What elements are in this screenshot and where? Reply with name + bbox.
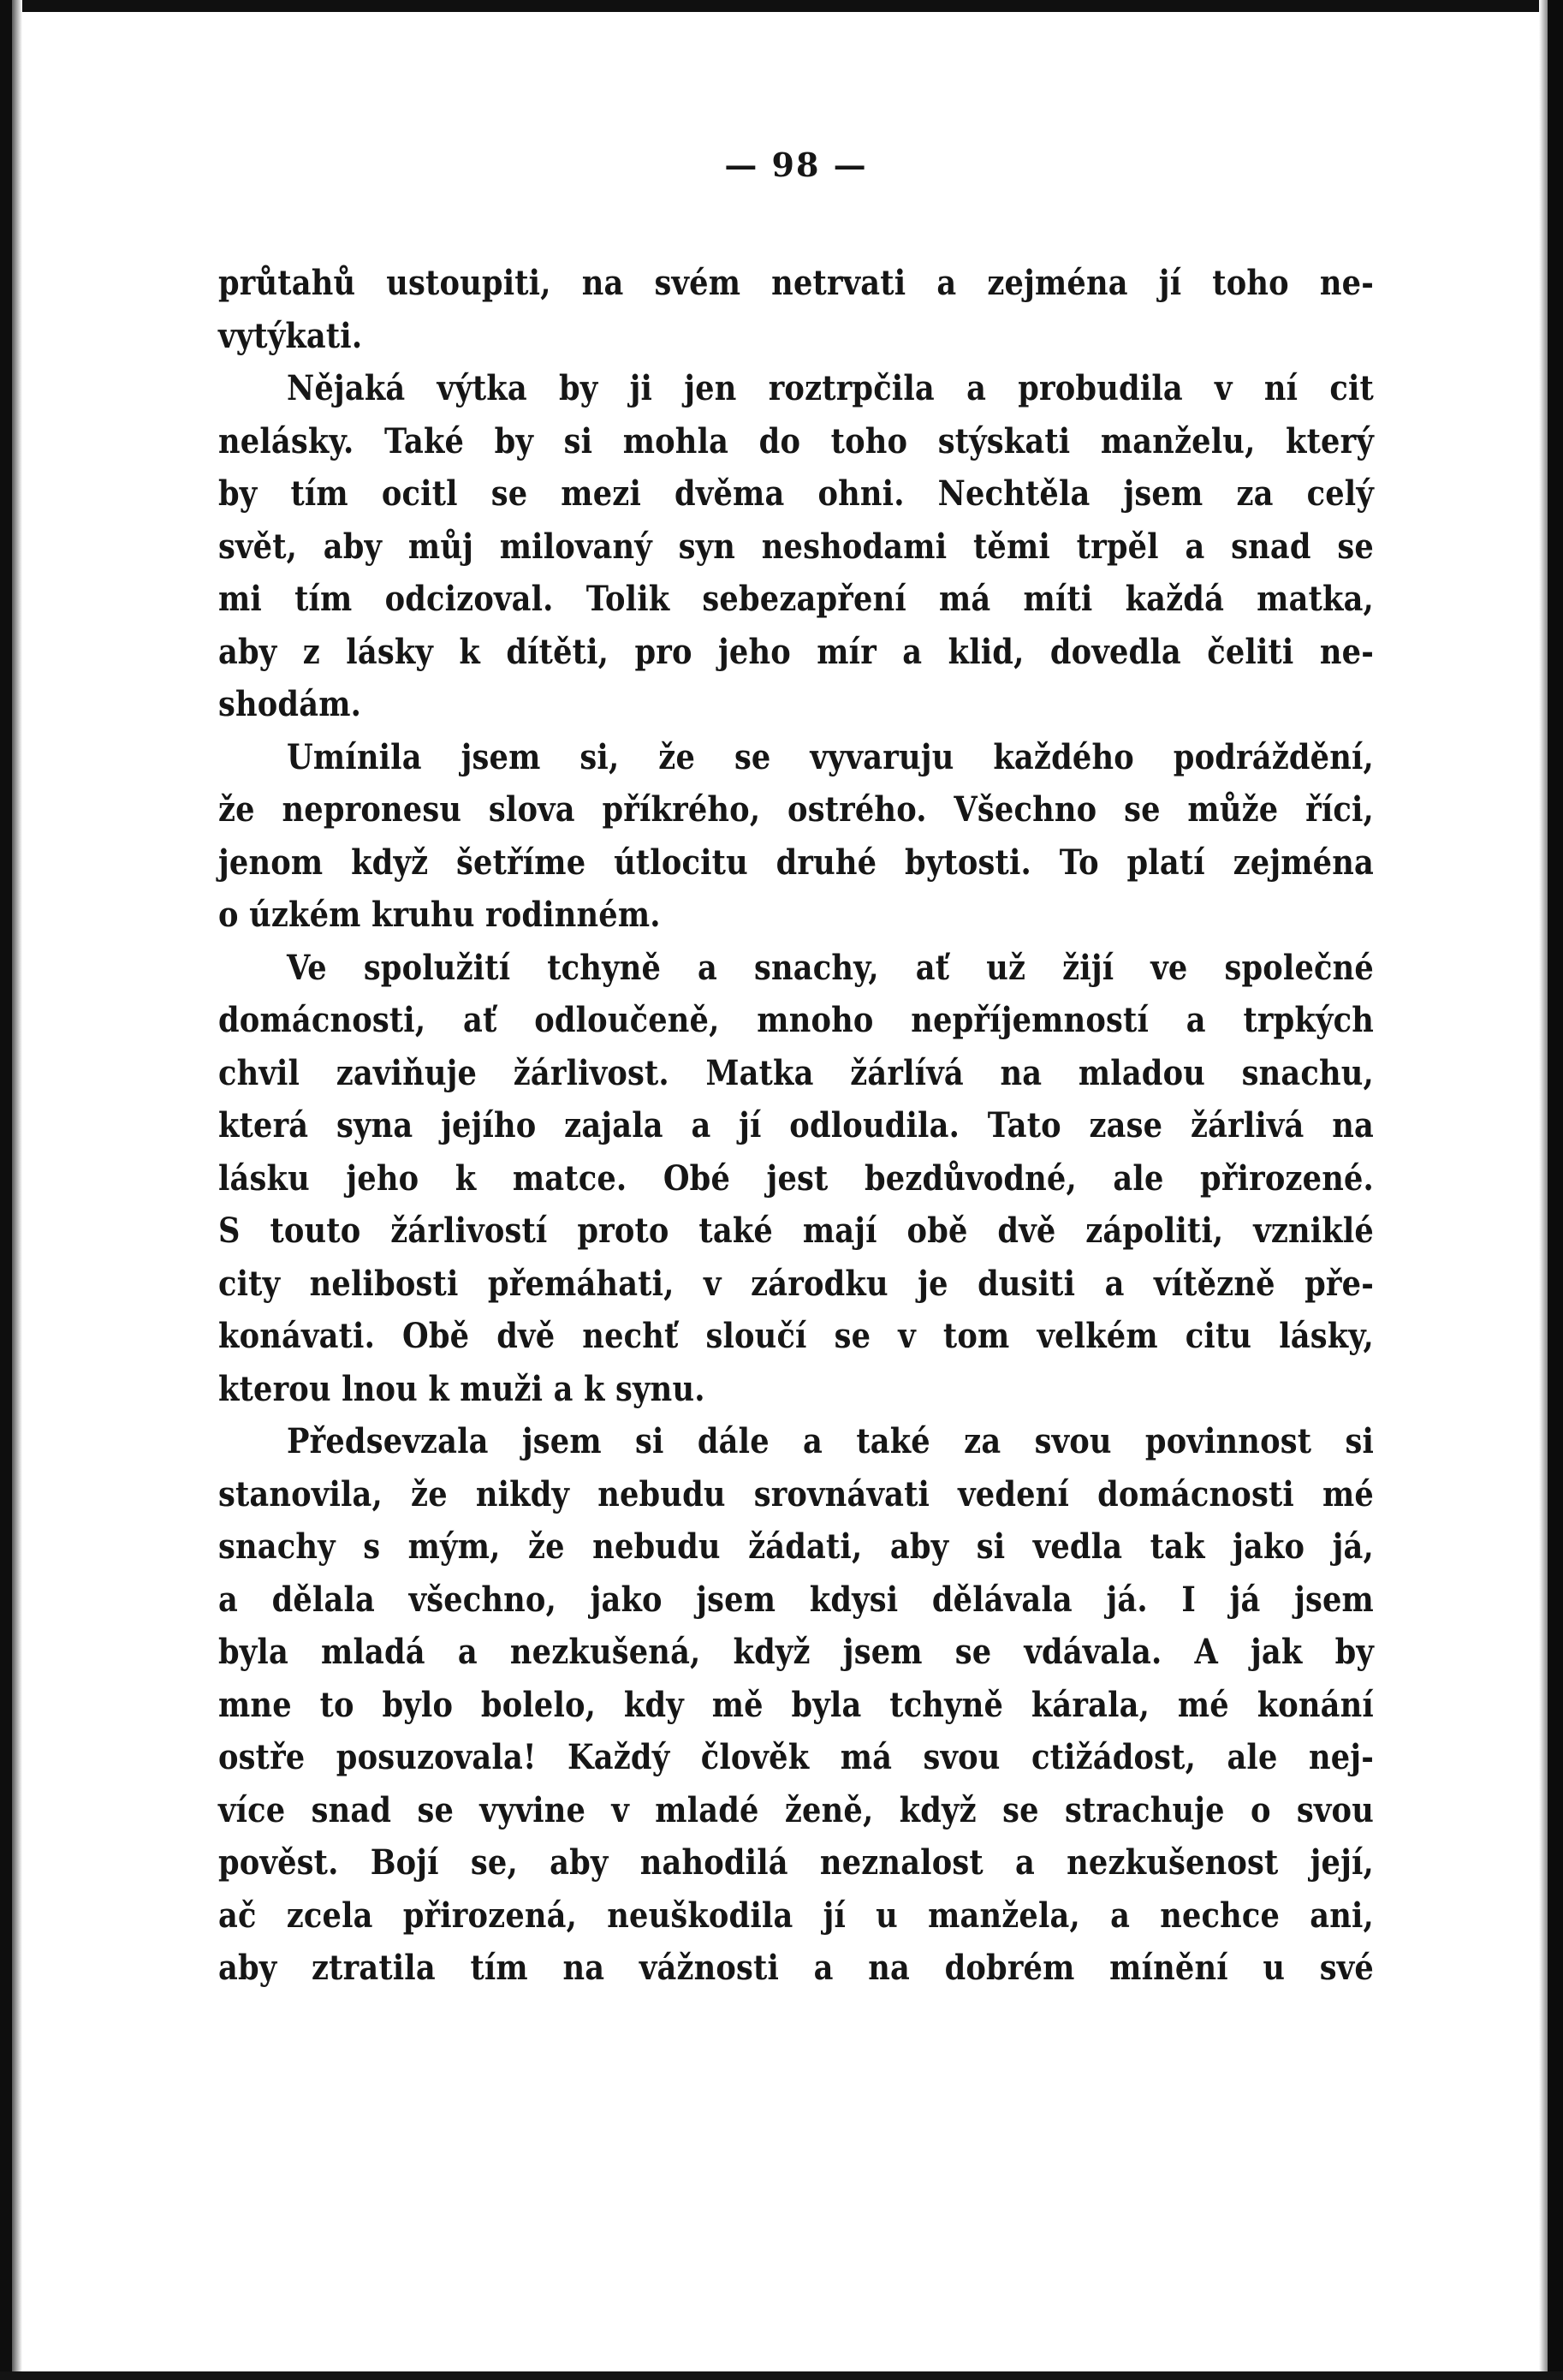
text-line: Ve spolužití tchyně a snachy, ať už žijí ve společné [286, 947, 1374, 988]
text-line: o úzkém kruhu rodinném. [218, 895, 661, 935]
text-line: domácnosti, ať odloučeně, mnoho nepříjemností a trpkých [218, 1000, 1374, 1040]
text-line: aby ztratila tím na vážnosti a na dobrém mínění u své [218, 1948, 1374, 1988]
scan-border-top [0, 0, 1563, 12]
text-line: nelásky. Také by si mohla do toho stýskati manželu, který [218, 420, 1374, 461]
text-line: lásku jeho k matce. Obé jest bezdůvodné, ale přirozené. [218, 1157, 1374, 1199]
text-line: snachy s mým, že nebudu žádati, aby si vedla tak jako já, [218, 1526, 1374, 1567]
text-line: a dělala všechno, jako jsem kdysi dělávala já. I já jsem [218, 1579, 1374, 1620]
page-number: — 98 — [724, 146, 868, 184]
text-line: svět, aby můj milovaný syn neshodami těmi trpěl a snad se [218, 526, 1374, 567]
text-line: aby z lásky k dítěti, pro jeho mír a klid, dovedla čeliti ne- [218, 631, 1374, 672]
text-line: která syna jejího zajala a jí odloudila. Tato zase žárlivá na [218, 1105, 1374, 1145]
scan-shadow-left [12, 0, 22, 2380]
text-line: chvil zaviňuje žárlivost. Matka žárlívá na mladou snachu, [218, 1052, 1374, 1093]
text-line: ostře posuzovala! Každý člověk má svou ctižádost, ale nej- [218, 1737, 1374, 1777]
text-line: více snad se vyvine v mladé ženě, když se strachuje o svou [218, 1789, 1374, 1830]
text-line: že nepronesu slova příkrého, ostrého. Všechno se může říci, [218, 789, 1374, 830]
text-line: ač zcela přirozená, neuškodila jí u manžela, a nechce ani, [218, 1895, 1374, 1936]
text-line: shodám. [218, 684, 362, 724]
scan-border-right [1548, 0, 1563, 2380]
text-line: byla mladá a nezkušená, když jsem se vdávala. A jak by [218, 1632, 1374, 1672]
text-line: mne to bylo bolelo, kdy mě byla tchyně kárala, mé konání [218, 1684, 1374, 1725]
text-line: mi tím odcizoval. Tolik sebezapření má míti každá matka, [218, 579, 1374, 619]
text-line: city nelibosti přemáhati, v zárodku je dusiti a vítězně pře- [218, 1263, 1374, 1304]
text-line: pověst. Bojí se, aby nahodilá neznalost a nezkušenost její, [218, 1842, 1374, 1883]
text-line: kterou lnou k muži a k synu. [218, 1368, 705, 1409]
text-line: Umínila jsem si, že se vyvaruju každého podráždění, [286, 736, 1374, 777]
text-line: S touto žárlivostí proto také mají obě dvě zápoliti, vzniklé [218, 1211, 1374, 1251]
scan-border-left [0, 0, 12, 2380]
scan-shadow-right [1539, 0, 1548, 2380]
text-line: průtahů ustoupiti, na svém netrvati a zejména jí toho ne- [218, 263, 1374, 303]
text-line: jenom když šetříme útlocitu druhé bytosti. To platí zejména [218, 842, 1374, 883]
text-line: Nějaká výtka by ji jen roztrpčila a probudila v ní cit [286, 368, 1374, 408]
text-line: Předsevzala jsem si dále a také za svou povinnost si [286, 1421, 1374, 1461]
text-line: konávati. Obě dvě nechť sloučí se v tom velkém citu lásky, [218, 1316, 1374, 1356]
text-line: stanovila, že nikdy nebudu srovnávati vedení domácnosti mé [218, 1473, 1374, 1514]
text-line: by tím ocitl se mezi dvěma ohni. Nechtěla jsem za celý [218, 473, 1374, 514]
text-line: vytýkati. [218, 315, 363, 356]
scan-border-bottom [0, 2371, 1563, 2380]
body-text [218, 257, 1374, 1995]
